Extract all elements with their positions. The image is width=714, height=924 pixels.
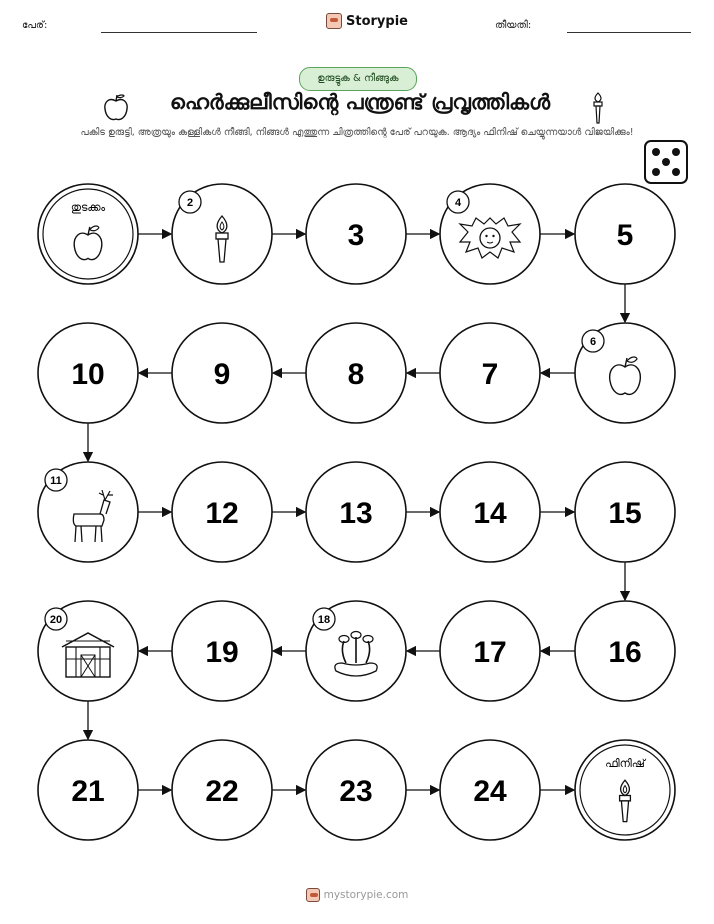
space-number: 13 <box>339 497 373 530</box>
start-label: തുടക്കം <box>70 201 106 214</box>
finish-label: ഫിനിഷ് <box>605 757 645 770</box>
board-space-14 <box>440 462 540 562</box>
footer <box>0 888 714 902</box>
board-space-24 <box>440 740 540 840</box>
space-number-badge: 4 <box>454 197 462 209</box>
board-space-25 <box>575 740 675 840</box>
space-number: 22 <box>205 775 239 808</box>
space-number: 3 <box>347 219 365 252</box>
board-space-21 <box>38 740 138 840</box>
space-number: 24 <box>473 775 507 808</box>
space-number: 14 <box>473 497 507 530</box>
board-space-22 <box>172 740 272 840</box>
space-number-badge: 2 <box>186 197 194 209</box>
activity-badge: ഉരുട്ടുക & നീങ്ങുക <box>299 67 417 91</box>
board-space-19 <box>172 601 272 701</box>
space-number: 17 <box>473 636 507 669</box>
board-space-9 <box>172 323 272 423</box>
space-number: 16 <box>608 636 642 669</box>
space-number: 19 <box>205 636 239 669</box>
board-space-23 <box>306 740 406 840</box>
space-number: 21 <box>71 775 105 808</box>
board-space-11 <box>38 462 138 562</box>
space-number: 15 <box>608 497 642 530</box>
space-number: 7 <box>481 358 499 391</box>
board-space-15 <box>575 462 675 562</box>
space-number-badge: 11 <box>50 475 62 487</box>
board-space-8 <box>306 323 406 423</box>
space-number: 9 <box>213 358 231 391</box>
board-space-5 <box>575 184 675 284</box>
board-space-2 <box>172 184 272 284</box>
board-space-17 <box>440 601 540 701</box>
footer-logo-icon <box>306 888 320 902</box>
space-number: 8 <box>347 358 365 391</box>
board-space-6 <box>575 323 675 423</box>
board-space-4 <box>440 184 540 284</box>
space-number: 12 <box>205 497 239 530</box>
board-space-13 <box>306 462 406 562</box>
board-space-18 <box>306 601 406 701</box>
board-space-3 <box>306 184 406 284</box>
board-space-20 <box>38 601 138 701</box>
brand-name: Storypie <box>346 13 408 29</box>
worksheet-title: ഹെർക്കുലീസിന്റെ പന്ത്രണ്ട് പ്രവൃത്തികൾ <box>169 90 551 114</box>
space-number: 5 <box>616 219 634 252</box>
board-space-1 <box>38 184 138 284</box>
space-number-badge: 6 <box>589 336 597 348</box>
board-space-7 <box>440 323 540 423</box>
space-number-badge: 20 <box>49 614 63 626</box>
instructions: പകിട ഉരുട്ടി, അത്രയും കള്ളികൾ നീങ്ങി, നിങ്ങൾ എത്തുന്ന ചിത്രത്തിന്റെ പേര് പറയുക. ആദ്യം ഫിനിഷ് ചെയ്യുന്നയാൾ വിജയിക്കും! <box>80 127 634 138</box>
footer-url: mystorypie.com <box>323 889 409 901</box>
name-label: പേര്: <box>22 20 48 31</box>
date-label: തീയതി: <box>495 20 532 31</box>
board-space-10 <box>38 323 138 423</box>
space-number: 23 <box>339 775 373 808</box>
board-space-16 <box>575 601 675 701</box>
board-space-12 <box>172 462 272 562</box>
space-number-badge: 18 <box>317 614 331 626</box>
space-number: 10 <box>71 358 105 391</box>
